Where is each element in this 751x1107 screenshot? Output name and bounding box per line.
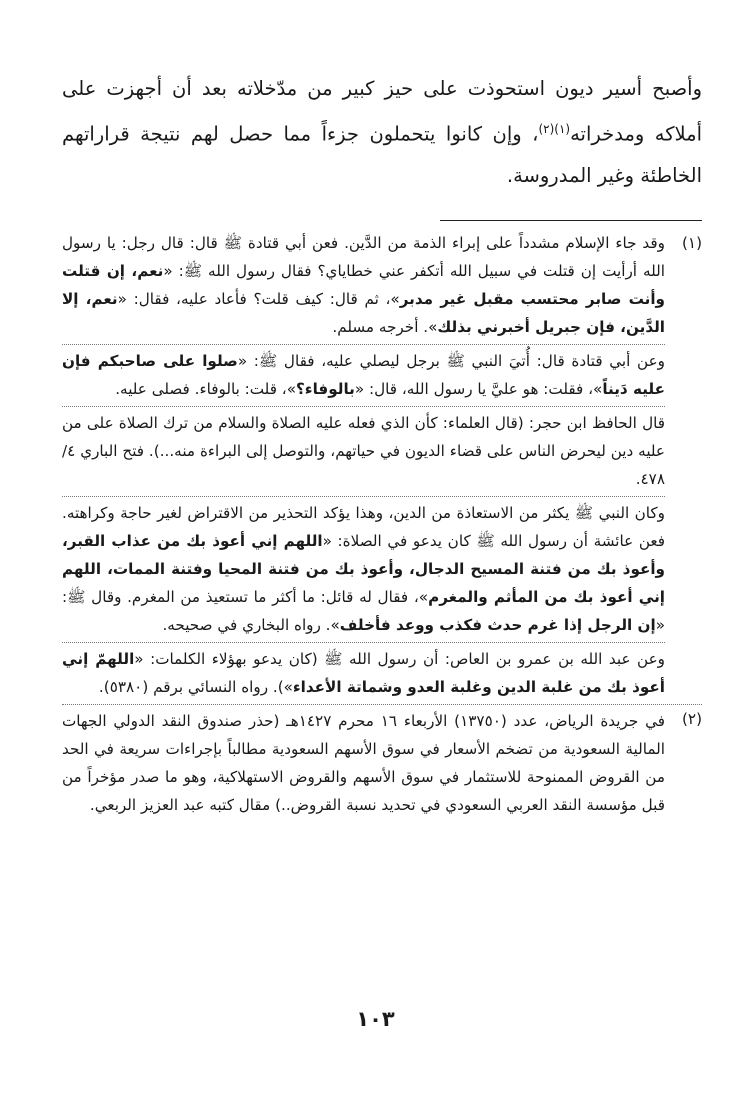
footnote-text: »). رواه النسائي برقم (٥٣٨٠).: [98, 677, 293, 696]
book-page: [62, 68, 702, 819]
footnote-text: وقد جاء الإسلام مشدداً على إبراء الذمة من الدَّين. فعن أبي قتادة ﷺ قال: قال رجل: يا رسول الله أرأيت إن قتلت في سبيل الله أتكفر عني خطاياي؟ فقال رسول الله ﷺ: «: [62, 233, 665, 280]
footnote-text: »، فقلت: هو عليَّ يا رسول الله، قال: «: [354, 379, 603, 398]
footnote-2-text: في جريدة الرياض، عدد (١٣٧٥٠) الأربعاء ١٦ محرم ١٤٢٧هـ (حذر صندوق النقد الدولي الجهات المالية السعودية من تضخم الأسعار في سوق الأسهم السعودية مطالباً بإجراءات سريعة في الحد من القروض الممنوحة للاستثمار في سوق الأسهم والقروض الاستهلاكية، وهو ما صدر مؤخراً من قبل مؤسسة النقد العربي السعودي في تحديد نسبة القروض..) مقال كتبه عبد العزيز الربعي.: [62, 711, 665, 814]
main-line-1: وأصبح أسير ديون استحوذت على حيز كبير من مدّخلاته بعد أن أجهزت: [106, 77, 702, 100]
footnote-1-paragraph-2: [62, 344, 665, 403]
hadith-quote-bold: نعم، إلا الدَّين، فإن جبريل أخبرني بذلك: [62, 289, 665, 336]
footnote-1-paragraph-5: [62, 642, 665, 701]
footnote-reference-marks: (١)(٢): [538, 122, 571, 136]
main-line-2-start: على أملاكه ومدخراته: [62, 77, 702, 146]
footnote-text: »، ثم قال: كيف قلت؟ فأعاد عليه، فقال: «: [117, 289, 400, 308]
main-line-3: نتيجة قراراتهم الخاطئة وغير المدروسة.: [62, 122, 702, 187]
footnote-1: [62, 229, 702, 701]
footnote-text: وكان النبي ﷺ يكثر من الاستعاذة من الدين، وهذا يؤكد التحذير من الاقتراض لغير حاجة وكراهته. فعن عائشة أن رسول الله ﷺ كان يدعو في الصلاة: «: [62, 503, 665, 550]
main-paragraph: [62, 68, 702, 196]
footnote-2-number: (٢): [681, 709, 702, 728]
footnote-text: وعن عبد الله بن عمرو بن العاص: أن رسول الله ﷺ (كان يدعو بهؤلاء الكلمات: «: [134, 649, 665, 668]
hadith-quote-bold: صلوا على صاحبكم فإن عليه دَيناً: [62, 351, 665, 398]
hadith-quote-bold: اللهم إني أعوذ بك من عذاب القبر، وأعوذ بك من فتنة المسيح الدجال، وأعوذ بك من فتنة المحيا وفتنة الممات، اللهم إني أعوذ بك من المأثم والمغرم: [62, 531, 665, 606]
footnote-2: [62, 704, 702, 819]
hadith-quote-bold: إن الرجل إذا غرم حدث فكذب ووعد فأخلف: [339, 615, 656, 634]
footnote-text: »، قلت: بالوفاء. فصلى عليه.: [115, 379, 296, 398]
footnote-text: »، فقال له قائل: ما أكثر ما تستعيذ من المغرم. وقال ﷺ: «: [62, 587, 665, 634]
footnote-separator: [440, 220, 702, 221]
hadith-quote-bold: نعم، إن قتلت وأنت صابر محتسب مقبل غير مدبر: [62, 261, 665, 308]
footnote-1-paragraph-3: قال الحافظ ابن حجر: (قال العلماء: كأن الذي فعله عليه الصلاة والسلام من ترك الصلاة على من عليه دين ليحرض الناس على قضاء الديون في حياتهم، والتوصل إلى البراءة منه...). فتح الباري ٤/ ٤٧٨.: [62, 406, 665, 493]
footnote-text: ». رواه البخاري في صحيحه.: [162, 615, 340, 634]
footnote-1-paragraph-4: [62, 496, 665, 639]
hadith-quote-bold: اللهمّ إني أعوذ بك من غلبة الدين وغلبة العدو وشماتة الأعداء: [62, 649, 665, 696]
footnote-1-number: (١): [681, 233, 702, 252]
footnote-1-paragraph-1: [62, 229, 665, 341]
footnote-text: ». أخرجه مسلم.: [332, 317, 438, 336]
footnotes-section: [62, 229, 702, 819]
page-number: ١٠٣: [356, 1007, 395, 1031]
hadith-quote-bold: بالوفاء؟: [296, 379, 355, 398]
main-line-2-end: ، وإن كانوا يتحملون جزءاً مما حصل لهم: [190, 122, 539, 146]
footnote-text: وعن أبي قتادة قال: أُتيَ النبي ﷺ برجل ليصلي عليه، فقال ﷺ: «: [237, 351, 665, 370]
